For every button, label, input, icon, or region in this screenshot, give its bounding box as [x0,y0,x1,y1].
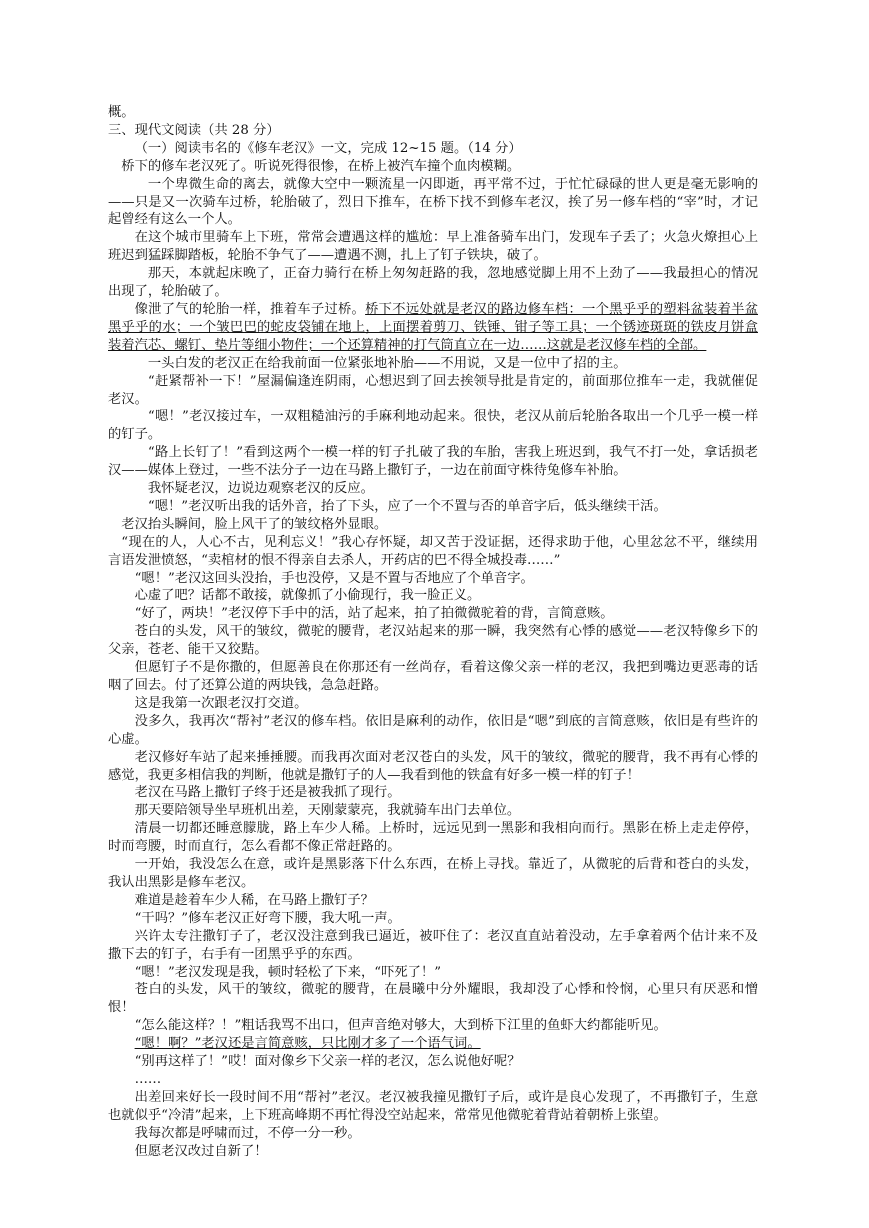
paragraph-text: “别再这样了！”哎！面对像乡下父亲一样的老汉，怎么说他好呢？ [134,1054,521,1070]
paragraph [108,856,758,892]
paragraph-text: “嗯！”老汉发现是我，顿时轻松了下来，“吓死了！” [134,964,442,980]
paragraph [108,1035,758,1053]
paragraph-text: …… [134,1071,162,1087]
paragraph-text: 概。 [108,105,135,120]
paragraph-text: 出差回来好长一段时间不用“帮衬”老汉。老汉被我撞见撒钉子后，或许是良心发现了，不再撒钉子，生意也就似乎“冷清”起来，上下班高峰期不再忙得没空站起来，常常见他微驼着背站着朝桥上张望。 [108,1089,758,1123]
paragraph-text: 一头白发的老汉正在给我前面一位紧张地补胎——不用说，又是一位中了招的主。 [147,355,627,371]
paragraph-text: “嗯！”老汉这回头没抬，手也没停，又是不置与否地应了个单音字。 [134,570,534,586]
paragraph-text: 那天要陪领导坐早班机出差，天刚蒙蒙亮，我就骑车出门去单位。 [134,803,521,819]
paragraph [108,534,758,570]
paragraph-text: 苍白的头发，风干的皱纹，微驼的腰背，老汉站起来的那一瞬，我突然有心悸的感觉——老汉特像乡下的父亲，苍老、能干又狡黠。 [108,624,758,658]
paragraph [108,158,758,176]
paragraph [108,928,758,964]
paragraph [108,910,758,928]
paragraph-text: 苍白的头发，风干的皱纹，微驼的腰背，在晨曦中分外耀眼，我却没了心悸和怜悯，心里只有厌恶和憎恨！ [108,982,758,1016]
paragraph [108,820,758,856]
paragraph-text: 心虚了吧？话都不敢接，就像抓了小偷现行，我一脸正义。 [134,588,481,604]
paragraph-text: 一开始，我没怎么在意，或许是黑影落下什么东西，在桥上寻找。靠近了，从微驼的后背和苍白的头发，我认出黑影是修车老汉。 [108,857,758,890]
paragraph [108,1089,758,1125]
paragraph-text: 难道是趁着车少人稀，在马路上撒钉子？ [134,892,374,908]
paragraph-text: 老汉抬头瞬间，脸上风干了的皱纹格外显眼。 [121,516,388,532]
paragraph [108,570,758,588]
paragraph [108,104,758,122]
paragraph-text: 没多久，我再次“帮衬”老汉的修车档。依旧是麻利的动作，依旧是“嗯”到底的言简意赅，依旧是有些许的心虚。 [108,713,758,747]
paragraph [108,784,758,802]
paragraph [108,892,758,910]
paragraph [108,176,758,230]
paragraph-text: 老汉在马路上撒钉子终于还是被我抓了现行。 [134,785,401,801]
paragraph [108,605,758,623]
paragraph-text: “路上长钉了！”看到这两个一模一样的钉子扎破了我的车胎，害我上班迟到，我气不打一处，拿话损老汉——媒体上登过，一些不法分子一边在马路上撒钉子，一边在前面守株待兔修车补胎。 [108,445,758,479]
paragraph [108,140,758,158]
paragraph-text: “好了，两块！”老汉停下手中的活，站了起来，拍了拍微微驼着的背，言简意赅。 [134,606,614,622]
paragraph [108,981,758,1017]
paragraph [108,964,758,982]
paragraph-text: 清晨一切都还睡意朦胧，路上车少人稀。上桥时，远远见到一黑影和我相向而行。黑影在桥上走走停停，时而弯腰，时而直行，怎么看都不像正常赶路的。 [108,821,758,855]
paragraph-text: 一个卑微生命的离去，就像大空中一颗流星一闪即逝，再平常不过，于忙忙碌碌的世人更是毫无影响的——只是又一次骑车过桥，轮胎破了，烈日下推车，在桥下找不到修车老汉，挨了另一修车档的“宰”时，才记起曾经有这么一个人。 [108,176,758,228]
paragraph [108,1125,758,1143]
paragraph-text: “嗯！”老汉接过车，一双粗糙油污的手麻利地动起来。很快，老汉从前后轮胎各取出一个几乎一模一样的钉子。 [108,409,758,443]
paragraph [108,1053,758,1071]
paragraph [108,408,758,444]
paragraph [108,659,758,695]
paragraph-text: “赶紧帮补一下！”屋漏偏逢连阴雨，心想迟到了回去挨领导批是肯定的，前面那位推车一走，我就催促老汉。 [108,373,758,407]
paragraph-text: 但愿老汉改过自新了！ [134,1143,268,1159]
paragraph [108,301,758,355]
paragraph [108,122,758,140]
paragraph [108,1143,758,1161]
paragraph [108,713,758,749]
paragraph-text: 三、现代文阅读（共 28 分） [108,122,280,138]
underlined-passage: “嗯！啊？”老汉还是言简意赅，只比刚才多了一个语气词。 [134,1036,481,1052]
paragraph-text: 那天，本就起床晚了，正奋力骑行在桥上匆匆赶路的我，忽地感觉脚上用不上劲了——我最担心的情况出现了，轮胎破了。 [108,266,758,300]
paragraph [108,265,758,301]
paragraph [108,498,758,516]
paragraph [108,1017,758,1035]
paragraph-text: 老汉修好车站了起来捶捶腰。而我再次面对老汉苍白的头发，风干的皱纹，微驼的腰背，我不再有心悸的感觉，我更多相信我的判断，他就是撒钉子的人—我看到他的铁盒有好多一模一样的钉子！ [108,749,758,783]
paragraph [108,355,758,373]
paragraph-text: “怎么能这样？！”粗话我骂不出口，但声音绝对够大，大到桥下江里的鱼虾大约都能听见。 [134,1018,667,1034]
paragraph [108,695,758,713]
paragraph-text: “干吗？”修车老汉正好弯下腰，我大吼一声。 [134,910,401,926]
paragraph [108,444,758,480]
paragraph [108,1071,758,1089]
paragraph-text: “现在的人，人心不古，见利忘义！”我心存怀疑，却又苦于没证据，还得求助于他，心里忿忿不平，继续用言语发泄愤怒，“卖棺材的恨不得亲自去杀人，开药店的巴不得全城投毒……” [108,534,758,568]
paragraph [108,516,758,534]
article-body [108,104,758,1160]
paragraph-text: 这是我第一次跟老汉打交道。 [134,695,308,711]
paragraph [108,623,758,659]
paragraph [108,480,758,498]
paragraph-text: “嗯！”老汉听出我的话外音，抬了下头，应了一个不置与否的单音字后，低头继续干活。 [147,498,667,514]
paragraph-text: 我每次都是呼啸而过，不停一分一秒。 [134,1125,361,1141]
paragraph [108,802,758,820]
paragraph [108,229,758,265]
paragraph-text: （一）阅读韦名的《修车老汉》一文，完成 12~15 题。（14 分） [134,140,522,156]
paragraph-text: 我怀疑老汉，边说边观察老汉的反应。 [147,481,374,497]
paragraph [108,587,758,605]
paragraph [108,373,758,409]
paragraph-text: 像泄了气的轮胎一样，推着车子过桥。 [134,301,366,317]
paragraph-text: 桥下的修车老汉死了。听说死得很惨，在桥上被汽车撞个血肉模糊。 [121,158,521,174]
paragraph [108,749,758,785]
paragraph-text: 但愿钉子不是你撒的，但愿善良在你那还有一丝尚存，看着这像父亲一样的老汉，我把到嘴边更恶毒的话咽了回去。付了还算公道的两块钱，急急赶路。 [108,660,758,693]
underlined-passage: 桥下不远处就是老汉的路边修车档：一个黑乎乎的塑料盆装着半盆黑乎乎的水；一个皱巴巴的蛇皮袋铺在地上，上面摆着剪刀、铁锤、钳子等工具；一个锈迹斑斑的铁皮月饼盒装着汽芯、螺钉、垫片等细小物件；一个还算精神的打气筒直立在一边……这就是老汉修车档的全部。 [108,301,759,353]
paragraph-text: 在这个城市里骑车上下班，常常会遭遇这样的尴尬：早上准备骑车出门，发现车子丢了；火急火燎担心上班迟到猛踩脚踏板，轮胎不争气了——遭遇不测，扎上了钉子铁块，破了。 [108,230,758,264]
paragraph-text: 兴许太专注撒钉子了，老汉没注意到我已逼近，被吓住了：老汉直直站着没动，左手拿着两个估计来不及撒下去的钉子，右手有一团黑乎乎的东西。 [108,928,758,962]
